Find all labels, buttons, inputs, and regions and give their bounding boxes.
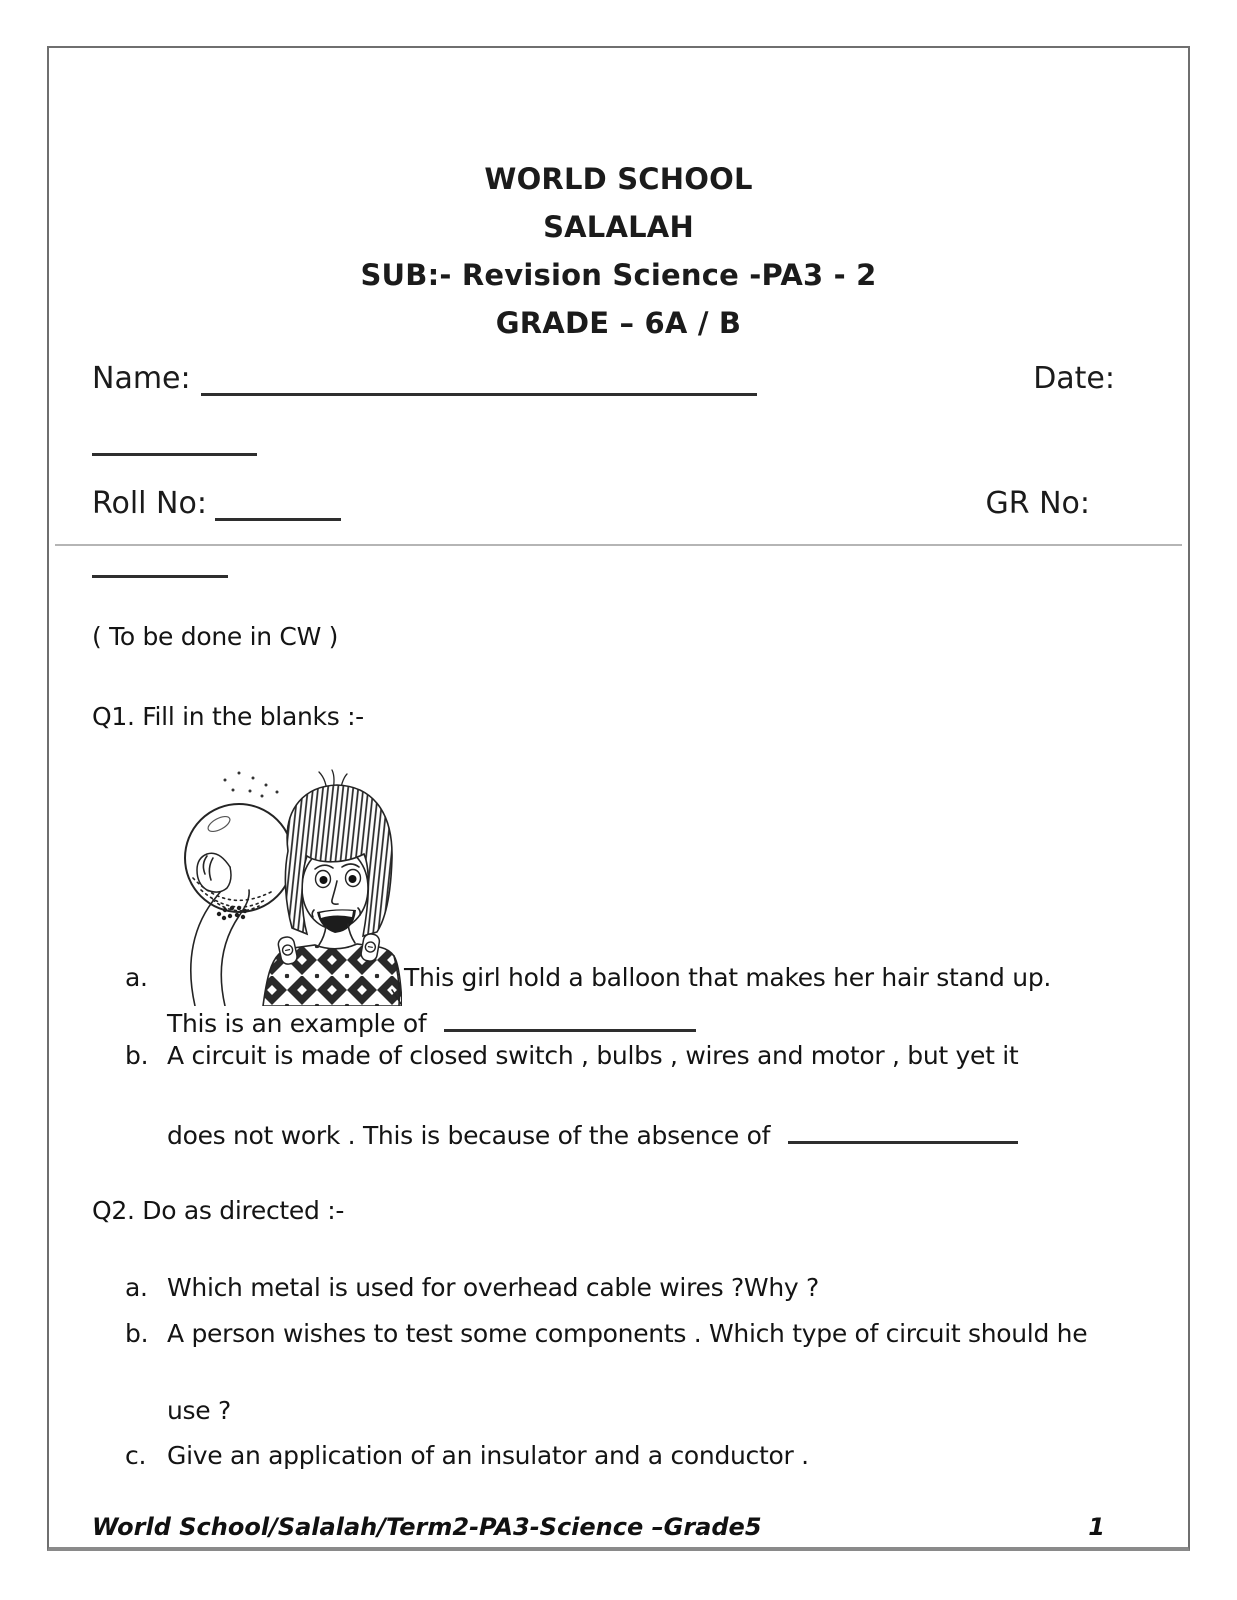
subject-line: SUB:- Revision Science -PA3 - 2: [360, 258, 877, 292]
q1-item-a-line2: [167, 1006, 1145, 1040]
q2-item-b-label: b.: [125, 1319, 149, 1348]
page-footer: [92, 1513, 1145, 1541]
q2-item-a-label: a.: [125, 1273, 148, 1302]
q2-item-b: [92, 1318, 1145, 1350]
q1-item-b-text: A circuit is made of closed switch , bulbs , wires and motor , but yet it: [167, 1041, 1019, 1070]
gr-no-label: GR No:: [985, 486, 1090, 521]
absence-blank-line: [788, 1118, 1018, 1144]
q2-item-c-text: Give an application of an insulator and a conductor .: [167, 1441, 809, 1470]
gr-blank-row: [92, 552, 1145, 582]
q2-item-c: [92, 1440, 1145, 1472]
q2-item-a: [92, 1272, 1145, 1304]
name-date-row: [92, 362, 1145, 396]
worksheet-page: [47, 46, 1190, 1551]
school-name: WORLD SCHOOL: [484, 162, 753, 196]
name-label: Name:: [92, 361, 191, 396]
name-blank-line: [201, 370, 757, 396]
footer-doc-ref: World School/Salalah/Term2-PA3-Science –Grade5: [92, 1513, 762, 1541]
q1-item-a-text: This girl hold a balloon that makes her hair stand up.: [404, 963, 1052, 992]
q2-item-c-label: c.: [125, 1441, 147, 1470]
date-blank-row: [92, 430, 1145, 460]
girl-balloon-illustration: [167, 766, 402, 1006]
q2-title: Q2. Do as directed :-: [92, 1196, 345, 1225]
q1-item-b-line2-text: does not work . This is because of the absence of: [167, 1121, 771, 1150]
q1-title: Q1. Fill in the blanks :-: [92, 702, 364, 731]
q1-item-b-line2: [167, 1118, 1145, 1152]
school-city: SALALAH: [543, 210, 694, 244]
date-label: Date:: [1033, 361, 1115, 396]
roll-no-label: Roll No:: [92, 486, 207, 521]
dress-shape: [263, 933, 402, 1006]
girl-face: [285, 785, 392, 936]
date-blank-line: [92, 430, 257, 456]
page-number: 1: [1088, 1513, 1105, 1541]
q1-item-b: [92, 1040, 1145, 1072]
q1-item-a-label: a.: [125, 963, 148, 992]
q1-item-a-line2-text: This is an example of: [167, 1009, 427, 1038]
example-blank-line: [444, 1006, 696, 1032]
grade-line: GRADE – 6A / B: [495, 306, 742, 340]
q2-item-b-line2: use ?: [167, 1396, 231, 1425]
section-divider: [55, 544, 1182, 546]
static-spark-dots: [224, 772, 279, 798]
gr-no-blank-line: [92, 552, 228, 578]
q2-item-a-text: Which metal is used for overhead cable wires ?Why ?: [167, 1273, 819, 1302]
worksheet-header: [92, 164, 1145, 338]
cw-note: ( To be done in CW ): [92, 622, 339, 651]
q1-item-a: [92, 766, 1145, 1006]
roll-no-blank-line: [215, 495, 341, 521]
q1-item-b-label: b.: [125, 1041, 149, 1070]
q2-item-b-text: A person wishes to test some components . Which type of circuit should he: [167, 1319, 1088, 1348]
roll-gr-row: [92, 487, 1145, 521]
